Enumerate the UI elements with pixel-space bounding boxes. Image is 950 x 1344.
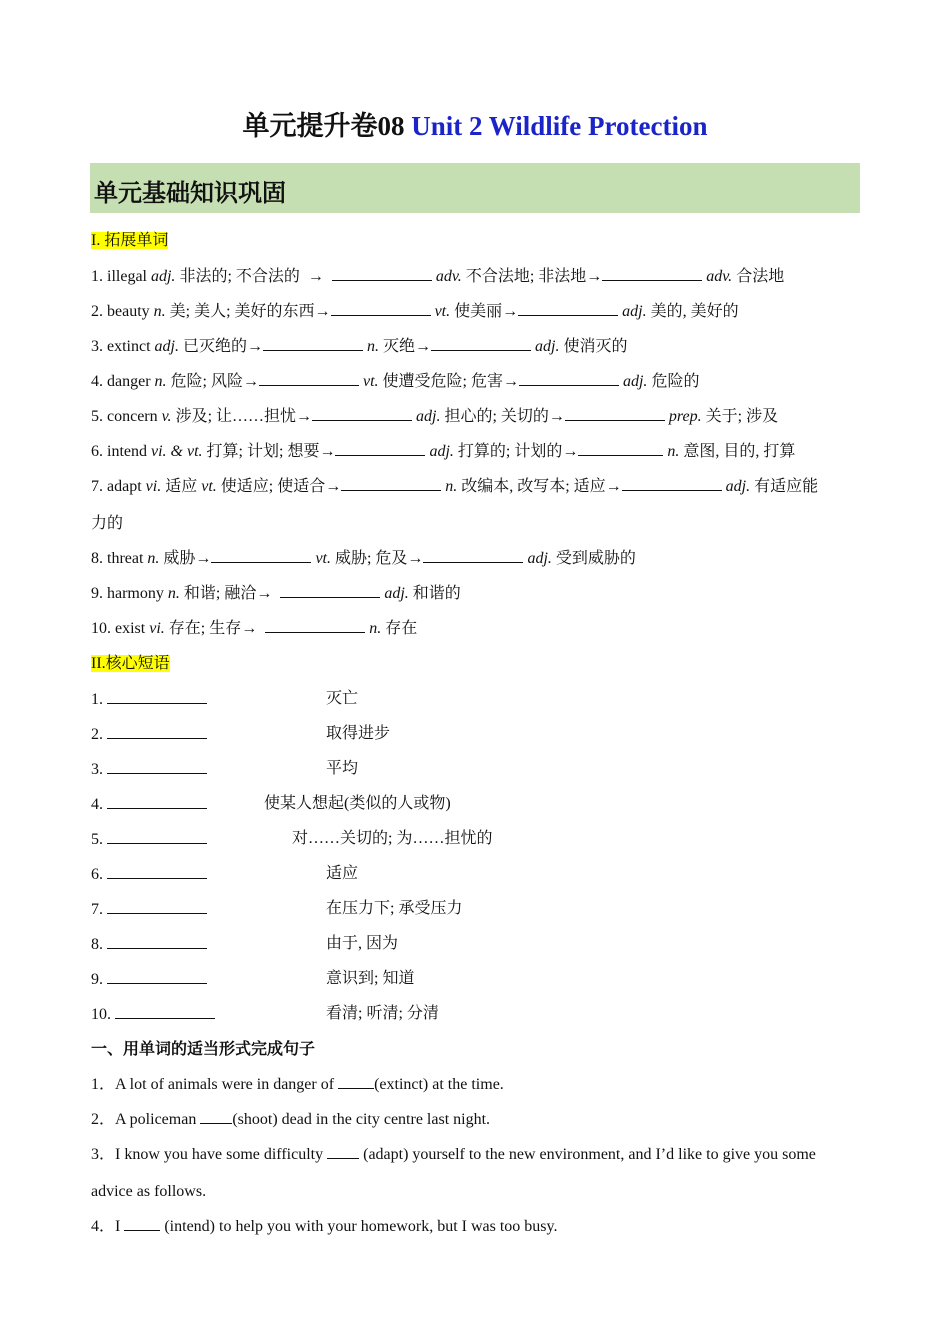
answer-blank[interactable] [107, 689, 207, 704]
vocab-item: 9. harmony n. 和谐; 融洽→ adj. 和谐的 [91, 585, 461, 602]
phrase-item: 9. [91, 969, 207, 990]
answer-blank[interactable] [332, 266, 432, 281]
vocab-heading: I. 拓展单词 [91, 232, 169, 249]
answer-blank[interactable] [335, 441, 425, 456]
sentence-heading: 一、用单词的适当形式完成句子 [91, 1041, 316, 1058]
phrase-heading: II.核心短语 [91, 655, 170, 672]
sentence-item: 3．I know you have some difficulty (adapt) yourself to the new environment, and I’d like to give you some [91, 1146, 816, 1163]
vocab-item: 6. intend vi. & vt. 打算; 计划; 想要→ adj. 打算的; 计划的→ n. 意图, 目的, 打算 [91, 443, 796, 460]
phrase-item: 10. [91, 1004, 215, 1025]
answer-blank[interactable] [280, 583, 380, 598]
phrase-item: 2. [91, 724, 207, 745]
answer-blank[interactable] [107, 934, 207, 949]
vocab-item: 2. beauty n. 美; 美人; 美好的东西→ vt. 使美丽→ adj. 美的, 美好的 [91, 303, 739, 320]
answer-blank[interactable] [107, 864, 207, 879]
answer-blank[interactable] [519, 371, 619, 386]
answer-blank[interactable] [327, 1144, 359, 1159]
answer-blank[interactable] [431, 336, 531, 351]
phrase-item: 4. [91, 794, 207, 815]
answer-blank[interactable] [200, 1109, 232, 1124]
answer-blank[interactable] [259, 371, 359, 386]
answer-blank[interactable] [622, 476, 722, 491]
vocab-item: 1. illegal adj. 非法的; 不合法的 → adv. 不合法地; 非法地→ adv. 合法地 [91, 268, 785, 285]
answer-blank[interactable] [518, 301, 618, 316]
title-unit: Unit 2 Wildlife Protection [411, 111, 708, 141]
answer-blank[interactable] [107, 899, 207, 914]
phrase-item: 5. [91, 829, 207, 850]
phrase-meaning: 对……关切的; 为……担忧的 [292, 830, 493, 847]
sentence-item-continuation: advice as follows. [91, 1183, 207, 1200]
vocab-item: 10. exist vi. 存在; 生存→ n. 存在 [91, 620, 418, 637]
answer-blank[interactable] [107, 829, 207, 844]
phrase-item: 7. [91, 899, 207, 920]
phrase-item: 8. [91, 934, 207, 955]
answer-blank[interactable] [124, 1216, 160, 1231]
answer-blank[interactable] [331, 301, 431, 316]
phrase-meaning: 看清; 听清; 分清 [326, 1005, 439, 1022]
section-band [90, 163, 860, 213]
vocab-item: 5. concern v. 涉及; 让……担忧→ adj. 担心的; 关切的→ prep. 关于; 涉及 [91, 408, 779, 425]
sentence-item: 2．A policeman (shoot) dead in the city centre last night. [91, 1111, 491, 1128]
answer-blank[interactable] [107, 794, 207, 809]
answer-blank[interactable] [565, 406, 665, 421]
answer-blank[interactable] [265, 618, 365, 633]
phrase-item: 1. [91, 689, 207, 710]
answer-blank[interactable] [312, 406, 412, 421]
answer-blank[interactable] [602, 266, 702, 281]
sentence-item: 4．I (intend) to help you with your homework, but I was too busy. [91, 1218, 558, 1235]
answer-blank[interactable] [211, 548, 311, 563]
vocab-item: 4. danger n. 危险; 风险→ vt. 使遭受危险; 危害→ adj. 危险的 [91, 373, 700, 390]
answer-blank[interactable] [341, 476, 441, 491]
title-main: 单元提升卷08 [242, 111, 405, 141]
answer-blank[interactable] [423, 548, 523, 563]
vocab-item: 8. threat n. 威胁→ vt. 威胁; 危及→ adj. 受到威胁的 [91, 550, 636, 567]
phrase-meaning: 意识到; 知道 [326, 970, 415, 987]
phrase-meaning: 灭亡 [326, 690, 359, 707]
phrase-meaning: 在压力下; 承受压力 [326, 900, 463, 917]
answer-blank[interactable] [107, 759, 207, 774]
answer-blank[interactable] [338, 1074, 374, 1089]
phrase-meaning: 平均 [326, 760, 359, 777]
phrase-item: 3. [91, 759, 207, 780]
answer-blank[interactable] [263, 336, 363, 351]
vocab-item: 3. extinct adj. 已灭绝的→ n. 灭绝→ adj. 使消灭的 [91, 338, 628, 355]
answer-blank[interactable] [107, 724, 207, 739]
phrase-meaning: 取得进步 [326, 725, 391, 742]
phrase-meaning: 使某人想起(类似的人或物) [264, 795, 451, 812]
vocab-item-continuation: 力的 [91, 515, 124, 532]
phrase-meaning: 由于, 因为 [326, 935, 399, 952]
phrase-meaning: 适应 [326, 865, 359, 882]
answer-blank[interactable] [578, 441, 663, 456]
section-band-label: 单元基础知识巩固 [94, 181, 286, 207]
answer-blank[interactable] [115, 1004, 215, 1019]
page-title [0, 104, 950, 143]
phrase-item: 6. [91, 864, 207, 885]
vocab-item: 7. adapt vi. 适应 vt. 使适应; 使适合→ n. 改编本, 改写本; 适应→ adj. 有适应能 [91, 478, 819, 495]
answer-blank[interactable] [107, 969, 207, 984]
sentence-item: 1．A lot of animals were in danger of (extinct) at the time. [91, 1076, 504, 1093]
